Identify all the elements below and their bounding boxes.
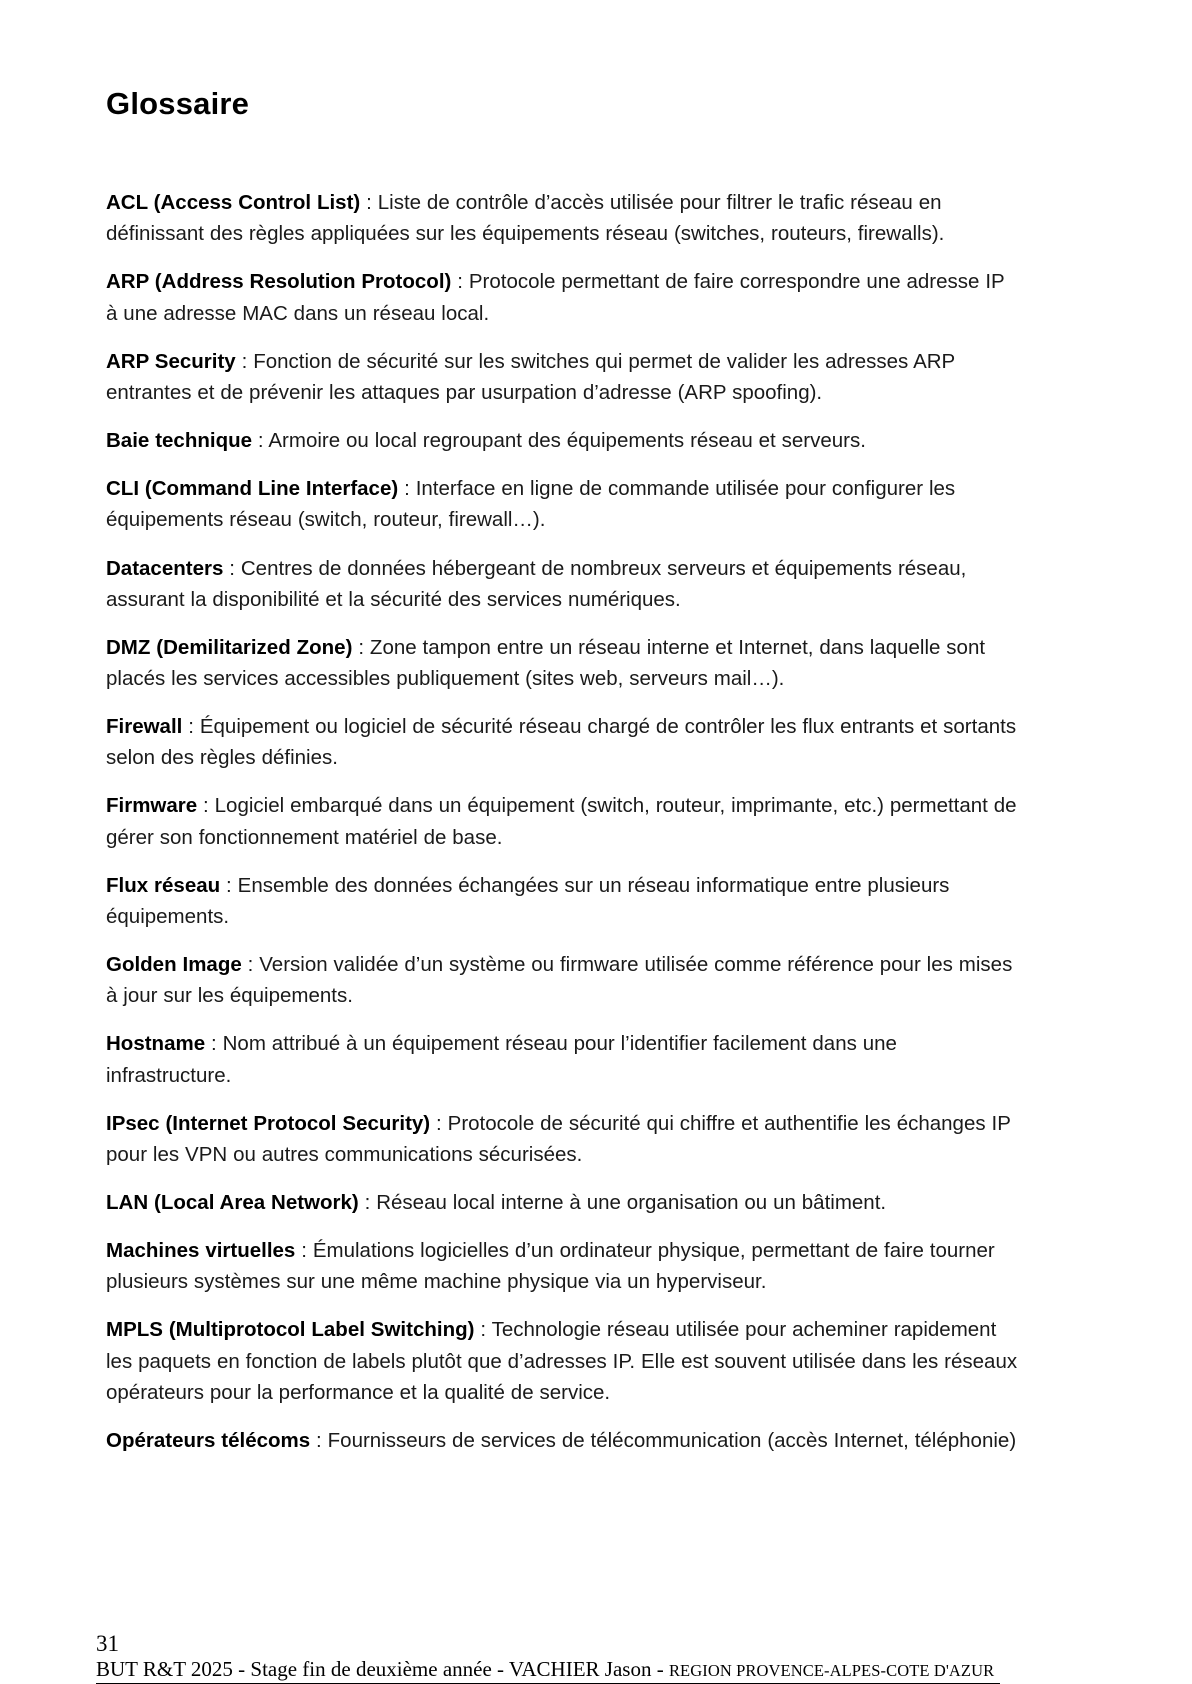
glossary-definition: Réseau local interne à une organisation ou un bâtiment. — [376, 1191, 887, 1214]
glossary-entry — [106, 553, 1018, 615]
glossary-entry — [106, 1028, 1018, 1090]
glossary-entry-list — [106, 187, 1018, 1456]
glossary-entry — [106, 187, 1018, 249]
page-number: 31 — [96, 1630, 119, 1656]
glossary-separator: : — [451, 270, 469, 294]
glossary-term: IPsec (Internet Protocol Security) — [106, 1111, 431, 1135]
glossary-definition: Logiciel embarqué dans un équipement (switch, routeur, imprimante, etc.) permettant de gérer son fonctionnement matériel de base. — [106, 794, 1017, 849]
page-content — [106, 0, 1018, 1473]
footer-attribution-main: BUT R&T 2025 - Stage fin de deuxième année - VACHIER Jason - — [96, 1656, 669, 1681]
glossary-term: ARP (Address Resolution Protocol) — [106, 270, 452, 294]
glossary-definition: Armoire ou local regroupant des équipements réseau et serveurs. — [268, 429, 866, 453]
glossary-definition: Centres de données hébergeant de nombreux serveurs et équipements réseau, assurant la disponibilité et la sécurité des services numériques. — [106, 556, 967, 611]
glossary-definition: Ensemble des données échangées sur un réseau informatique entre plusieurs équipements. — [106, 873, 950, 928]
glossary-separator: : — [295, 1239, 313, 1263]
glossary-separator: : — [474, 1318, 492, 1342]
glossary-definition: Interface en ligne de commande utilisée pour configurer les équipements réseau (switch, routeur, firewall…). — [106, 477, 956, 532]
glossary-separator: : — [360, 191, 378, 215]
footer-attribution — [96, 1657, 1000, 1684]
glossary-separator: : — [352, 635, 370, 659]
glossary-entry — [106, 1314, 1018, 1407]
glossary-entry — [106, 266, 1018, 328]
glossary-separator: : — [398, 477, 416, 501]
page-footer — [96, 1632, 1026, 1684]
glossary-term: ACL (Access Control List) — [106, 191, 361, 215]
glossary-term: Baie technique — [106, 429, 253, 453]
glossary-separator: : — [182, 715, 200, 739]
glossary-term: MPLS (Multiprotocol Label Switching) — [106, 1318, 475, 1342]
glossary-entry — [106, 1108, 1018, 1170]
glossary-definition: Technologie réseau utilisée pour acheminer rapidement les paquets en fonction de labels plutôt que d’adresses IP. Elle est souvent utilisée dans les réseaux opérateurs pour la performance et la qualité de service. — [106, 1318, 1018, 1404]
glossary-separator: : — [241, 953, 260, 977]
glossary-separator: : — [358, 1191, 377, 1214]
glossary-term: Golden Image — [106, 953, 242, 977]
glossary-term: Flux réseau — [106, 873, 221, 897]
glossary-definition: Version validée d’un système ou firmware utilisée comme référence pour les mises à jour sur les équipements. — [106, 953, 1013, 1008]
glossary-entry — [106, 1235, 1018, 1297]
glossary-separator: : — [197, 794, 215, 818]
glossary-definition: Fonction de sécurité sur les switches qui permet de valider les adresses ARP entrantes et de prévenir les attaques par usurpation d’adresse (ARP spoofing). — [106, 349, 955, 404]
glossary-term: Firewall — [106, 715, 183, 739]
glossary-entry — [106, 632, 1018, 694]
glossary-term: Opérateurs télécoms — [106, 1428, 311, 1452]
glossary-entry — [106, 711, 1018, 773]
glossary-definition: Nom attribué à un équipement réseau pour l’identifier facilement dans une infrastructure. — [106, 1032, 897, 1087]
glossary-separator: : — [223, 556, 241, 580]
page-title: Glossaire — [106, 86, 250, 121]
glossary-separator: : — [252, 429, 269, 453]
glossary-separator: : — [430, 1111, 448, 1135]
glossary-entry — [106, 949, 1018, 1011]
glossary-entry — [106, 790, 1018, 852]
glossary-term: DMZ (Demilitarized Zone) — [106, 635, 353, 659]
glossary-entry — [106, 473, 1018, 535]
glossary-entry — [106, 346, 1018, 408]
glossary-entry — [106, 1425, 1018, 1456]
glossary-definition: Zone tampon entre un réseau interne et Internet, dans laquelle sont placés les services accessibles publiquement (sites web, serveurs mail…). — [106, 635, 986, 690]
glossary-definition: Protocole de sécurité qui chiffre et authentifie les échanges IP pour les VPN ou autres communications sécurisées. — [106, 1111, 1011, 1166]
glossary-definition: Équipement ou logiciel de sécurité réseau chargé de contrôler les flux entrants et sortants selon des règles définies. — [106, 715, 1017, 770]
glossary-term: Firmware — [106, 794, 198, 818]
glossary-definition: Liste de contrôle d’accès utilisée pour filtrer le trafic réseau en définissant des règles appliquées sur les équipements réseau (switches, routeurs, firewalls). — [106, 191, 945, 246]
glossary-entry — [106, 425, 1018, 456]
glossary-term: ARP Security — [106, 349, 236, 373]
glossary-term: LAN (Local Area Network) — [106, 1191, 359, 1214]
footer-attribution-org: REGION PROVENCE-ALPES-COTE D'AZUR — [668, 1660, 995, 1680]
glossary-separator: : — [205, 1032, 223, 1056]
glossary-entry — [106, 1187, 1018, 1218]
glossary-definition: Émulations logicielles d’un ordinateur physique, permettant de faire tourner plusieurs systèmes sur une même machine physique via un hyperviseur. — [106, 1239, 995, 1294]
glossary-term: CLI (Command Line Interface) — [106, 477, 399, 501]
glossary-definition: Fournisseurs de services de télécommunication (accès Internet, téléphonie) — [327, 1428, 1017, 1452]
glossary-separator: : — [235, 349, 254, 373]
glossary-term: Hostname — [106, 1032, 206, 1056]
glossary-term: Datacenters — [106, 556, 224, 580]
glossary-definition: Protocole permettant de faire correspondre une adresse IP à une adresse MAC dans un réseau local. — [106, 270, 1005, 325]
glossary-entry — [106, 870, 1018, 932]
glossary-separator: : — [310, 1428, 328, 1452]
glossary-separator: : — [220, 873, 238, 897]
glossary-term: Machines virtuelles — [106, 1239, 296, 1263]
